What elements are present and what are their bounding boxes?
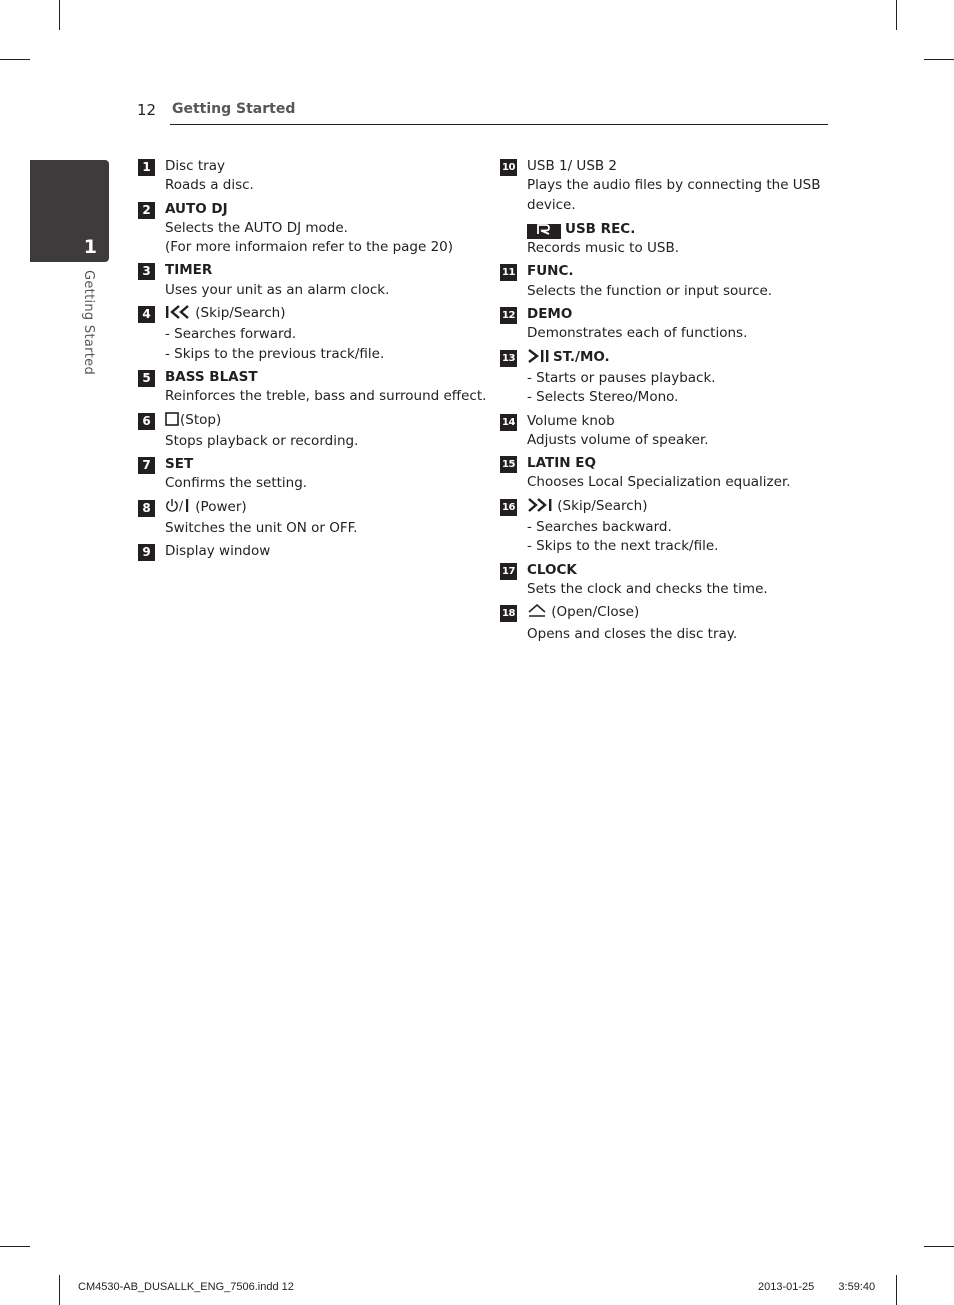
- item-description: Chooses Local Specialization equalizer.: [527, 474, 791, 491]
- usb-rec-label: USB REC.: [565, 220, 636, 237]
- item-description: Selects the AUTO DJ mode.: [165, 219, 348, 236]
- item-description: Sets the clock and checks the time.: [527, 580, 768, 597]
- item-title: [527, 157, 830, 176]
- item-description: Plays the audio files by connecting the USB: [527, 177, 821, 194]
- crop-mark: [924, 59, 954, 60]
- item-description: (For more informaion refer to the page 20): [165, 239, 454, 256]
- item-title-text: (Open/Close): [547, 604, 640, 621]
- chapter-number: 1: [83, 236, 97, 258]
- item-title: [165, 304, 458, 325]
- item-title: [527, 497, 830, 518]
- item-number-badge: 10: [500, 159, 517, 176]
- item-description: Reinforces the treble, bass and surround effect.: [165, 388, 487, 405]
- item-number-badge: 13: [500, 350, 517, 367]
- item-title-text: TIMER: [165, 262, 213, 279]
- list-item: [138, 368, 487, 407]
- crop-mark: [0, 1246, 30, 1247]
- crop-mark: [896, 0, 897, 30]
- item-title: [165, 368, 458, 387]
- item-description: Switches the unit ON or OFF.: [165, 520, 358, 537]
- item-title: [527, 262, 830, 281]
- page-number: 12: [137, 101, 157, 119]
- item-description: Opens and closes the disc tray.: [527, 625, 738, 642]
- item-description: Confirms the setting.: [165, 475, 308, 492]
- item-number-badge: 9: [138, 544, 155, 561]
- list-item: [138, 261, 458, 300]
- item-number-badge: 8: [138, 500, 155, 517]
- crop-mark: [924, 1246, 954, 1247]
- crop-mark: [59, 0, 60, 30]
- crop-mark: [59, 1275, 60, 1305]
- item-title: [165, 498, 458, 519]
- skip-back-icon: [165, 305, 191, 325]
- item-title: [165, 261, 458, 280]
- item-title: [527, 454, 830, 473]
- list-item: [138, 304, 458, 364]
- item-description: - Searches backward.: [527, 519, 672, 536]
- list-item: [500, 561, 830, 600]
- list-item: [138, 157, 458, 196]
- item-number-badge: 14: [500, 414, 517, 431]
- section-title: Getting Started: [172, 101, 296, 117]
- item-description: - Skips to the next track/file.: [527, 538, 719, 555]
- item-number-badge: 4: [138, 306, 155, 323]
- item-title-text: (Power): [191, 498, 247, 515]
- list-item: [500, 348, 830, 408]
- list-item: [138, 498, 458, 539]
- item-description: Selects the function or input source.: [527, 282, 773, 299]
- item-description: Demonstrates each of functions.: [527, 325, 748, 342]
- list-item: [500, 157, 830, 258]
- list-item: [500, 262, 830, 301]
- item-title-text: DEMO: [527, 306, 573, 323]
- item-number-badge: 11: [500, 264, 517, 281]
- item-number-badge: 2: [138, 202, 155, 219]
- item-title: [527, 412, 830, 431]
- item-title-text: ST./MO.: [553, 348, 610, 365]
- item-description: device.: [527, 196, 576, 213]
- item-title-text: Display window: [165, 543, 271, 560]
- item-title-text: LATIN EQ: [527, 455, 596, 472]
- crop-mark: [0, 59, 30, 60]
- footer-timestamp: [758, 1281, 875, 1293]
- item-title: [527, 561, 830, 580]
- item-title-text: (Skip/Search): [191, 305, 286, 322]
- left-column: [138, 157, 487, 566]
- list-item: [138, 455, 458, 494]
- list-item: [500, 497, 830, 557]
- item-description: - Selects Stereo/Mono.: [527, 389, 679, 406]
- item-number-badge: 6: [138, 413, 155, 430]
- record-icon: [527, 224, 561, 239]
- item-number-badge: 18: [500, 605, 517, 622]
- item-number-badge: 15: [500, 456, 517, 473]
- item-number-badge: 7: [138, 457, 155, 474]
- item-title-text: Volume knob: [527, 412, 615, 429]
- item-description: - Starts or pauses playback.: [527, 369, 716, 386]
- item-title-text: USB 1/ USB 2: [527, 158, 618, 174]
- right-column: [500, 157, 830, 648]
- item-description: Uses your unit as an alarm clock.: [165, 281, 390, 298]
- item-description: Adjusts volume of speaker.: [527, 431, 709, 448]
- item-description: Stops playback or recording.: [165, 432, 359, 449]
- item-title: [165, 455, 458, 474]
- item-title: [165, 200, 458, 219]
- usb-rec-description: Records music to USB.: [527, 240, 680, 257]
- item-title: [165, 411, 458, 432]
- skip-forward-icon: [527, 498, 553, 518]
- usb-rec-title: [527, 220, 830, 239]
- item-title: [527, 348, 830, 369]
- chapter-label: Getting Started: [81, 270, 96, 376]
- item-number-badge: 16: [500, 499, 517, 516]
- item-description: - Skips to the previous track/file.: [165, 345, 385, 362]
- item-title: [527, 305, 830, 324]
- list-item: [500, 305, 830, 344]
- item-description: Roads a disc.: [165, 177, 254, 194]
- item-title: [165, 542, 458, 561]
- footer-time: 3:59:40: [838, 1281, 876, 1293]
- item-title-text: (Stop): [180, 411, 222, 428]
- list-item: [500, 454, 830, 493]
- item-title-text: FUNC.: [527, 263, 574, 280]
- item-number-badge: 17: [500, 563, 517, 580]
- item-title-text: CLOCK: [527, 561, 577, 578]
- item-title-text: (Skip/Search): [553, 497, 648, 514]
- item-number-badge: 12: [500, 307, 517, 324]
- item-title: [527, 603, 830, 624]
- footer-filename: CM4530-AB_DUSALLK_ENG_7506.indd 12: [78, 1281, 294, 1293]
- header-divider: [170, 124, 828, 125]
- crop-mark: [896, 1275, 897, 1305]
- list-item: [500, 412, 830, 451]
- eject-icon: [527, 604, 547, 624]
- chapter-tab: [30, 160, 109, 262]
- play-pause-icon: [527, 349, 553, 369]
- item-title-text: AUTO DJ: [165, 200, 228, 217]
- list-item: [138, 542, 458, 561]
- item-number-badge: 5: [138, 370, 155, 387]
- item-description: - Searches forward.: [165, 326, 297, 343]
- svg-text:/: /: [179, 498, 184, 513]
- item-title-text: BASS BLAST: [165, 368, 258, 385]
- footer-date: 2013-01-25: [758, 1281, 815, 1293]
- list-item: [138, 200, 458, 258]
- item-number-badge: 1: [138, 159, 155, 176]
- list-item: [500, 603, 830, 644]
- stop-icon: [165, 412, 180, 432]
- item-title: [165, 157, 458, 176]
- item-title-text: Disc tray: [165, 158, 225, 174]
- list-item: [138, 411, 458, 452]
- item-title-text: SET: [165, 456, 194, 473]
- item-number-badge: 3: [138, 263, 155, 280]
- power-icon: [165, 498, 191, 519]
